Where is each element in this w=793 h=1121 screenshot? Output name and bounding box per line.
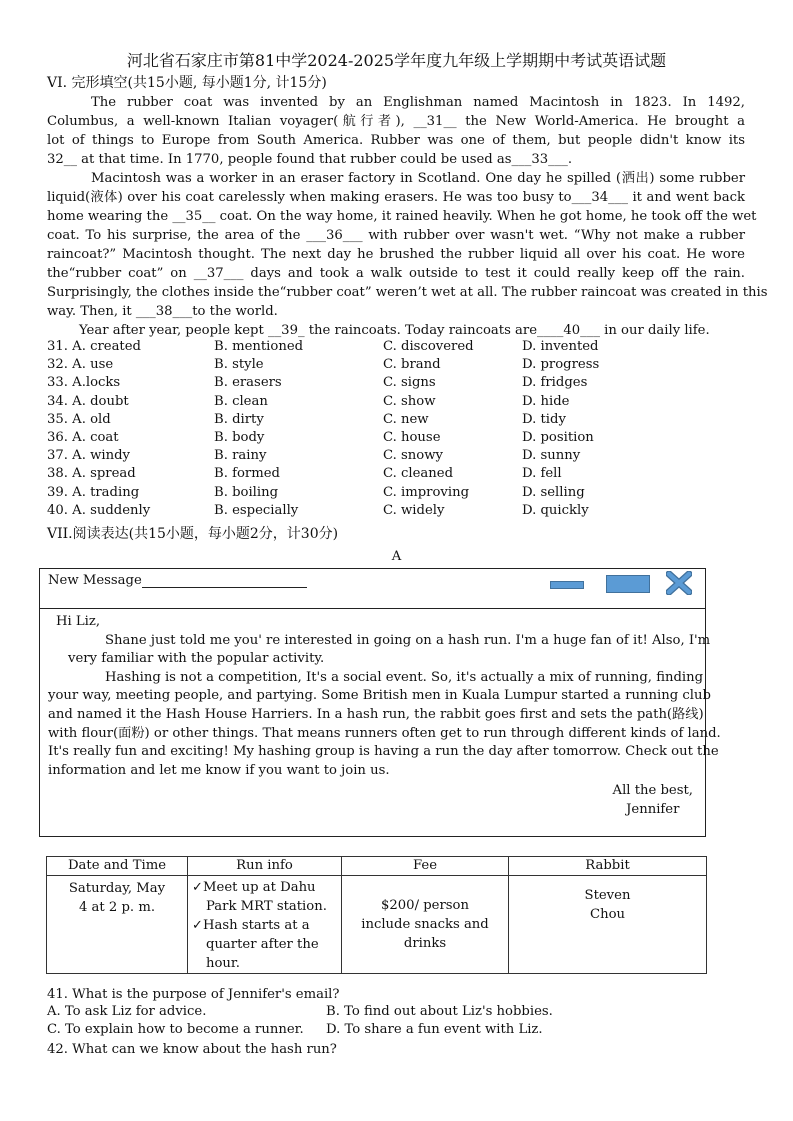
option-c[interactable]: C. new	[383, 411, 429, 427]
passage-line: the“rubber coat” on __37___ days and took a walk outside to test it could really keep off the rain.	[47, 266, 745, 281]
fee-line: include snacks and	[361, 917, 489, 932]
email-header	[40, 569, 705, 609]
part-label: A	[391, 549, 402, 564]
option-c[interactable]: C. widely	[383, 502, 445, 518]
option-b[interactable]: B. style	[214, 357, 264, 373]
email-line: Shane just told me you' re interested in going on a hash run. I'm a huge fan of it! Also, I'm	[105, 632, 711, 648]
run-info-item: ✓Meet up at Dahu Park MRT station.	[192, 880, 327, 914]
rabbit-line: Chou	[589, 907, 626, 922]
table-header: Fee	[342, 857, 509, 876]
option-a[interactable]: 33. A.locks	[47, 375, 121, 391]
minimize-icon[interactable]	[550, 581, 584, 589]
option-c[interactable]: C. show	[383, 393, 436, 409]
fee-line: drinks	[403, 936, 447, 951]
table-row	[47, 876, 707, 974]
run-info-cell	[188, 876, 342, 974]
option-a[interactable]: 36. A. coat	[47, 429, 119, 445]
question-option[interactable]: B. To find out about Liz's hobbies.	[326, 1004, 553, 1019]
email-signature: Jennifer	[626, 802, 680, 817]
passage-line: lot of things to Europe from South America. Rubber was one of them, but people didn't know its	[47, 133, 745, 148]
hash-run-table	[46, 856, 707, 974]
table-header: Run info	[188, 857, 342, 876]
table-header-row	[47, 857, 707, 876]
new-message-label: New Message	[48, 573, 142, 588]
option-row	[47, 393, 747, 411]
email-line: information and let me know if you want to join us.	[48, 762, 390, 778]
question-option[interactable]: C. To explain how to become a runner.	[47, 1022, 304, 1037]
option-a[interactable]: 38. A. spread	[47, 466, 136, 482]
passage-line: Macintosh was a worker in an eraser factory in Scotland. One day he spilled (洒出) some rubber	[91, 171, 745, 186]
passage-line: The rubber coat was invented by an Englishman named Macintosh in 1823. In 1492,	[91, 95, 745, 110]
close-icon[interactable]	[666, 571, 692, 595]
question-option[interactable]: D. To share a fun event with Liz.	[326, 1022, 543, 1037]
option-row	[47, 502, 747, 520]
cloze-options	[47, 338, 747, 520]
option-a[interactable]: 35. A. old	[47, 411, 111, 427]
option-row	[47, 338, 747, 356]
option-a[interactable]: 40. A. suddenly	[47, 502, 151, 518]
option-d[interactable]: D. position	[522, 429, 594, 445]
option-b[interactable]: B. dirty	[214, 411, 264, 427]
option-a[interactable]: 37. A. windy	[47, 448, 130, 464]
question-option[interactable]: A. To ask Liz for advice.	[47, 1004, 207, 1019]
maximize-icon[interactable]	[606, 575, 650, 593]
option-c[interactable]: C. cleaned	[383, 466, 454, 482]
passage-line: Columbus, a well-known Italian voyager(航行者), __31__ the New World-America. He brought a	[47, 114, 745, 129]
option-c[interactable]: C. improving	[383, 484, 470, 500]
option-b[interactable]: B. erasers	[214, 375, 282, 391]
option-d[interactable]: D. tidy	[522, 411, 566, 427]
email-closing: All the best,	[612, 783, 693, 798]
fee-line: $200/ person	[381, 898, 469, 913]
section-6-heading: VI. 完形填空(共15小题, 每小题1分, 计15分)	[47, 75, 327, 91]
option-b[interactable]: B. boiling	[214, 484, 279, 500]
option-row	[47, 356, 747, 374]
option-row	[47, 484, 747, 502]
email-line: your way, meeting people, and partying. Some British men in Kuala Lumpur started a running club	[48, 688, 711, 704]
table-header: Rabbit	[509, 857, 707, 876]
option-row	[47, 465, 747, 483]
rabbit-cell	[509, 876, 707, 974]
question-42: 42. What can we know about the hash run?	[47, 1042, 337, 1057]
passage-line: liquid(液体) over his coat carelessly when making erasers. He was too busy to___34___ it and went back	[47, 190, 745, 205]
option-c[interactable]: C. discovered	[383, 339, 474, 354]
option-d[interactable]: D. invented	[522, 339, 599, 354]
option-row	[47, 429, 747, 447]
option-a[interactable]: 39. A. trading	[47, 484, 140, 500]
email-line: with flour(面粉) or other things. That means runners often get to run through different kinds of land.	[48, 725, 721, 741]
email-line: It's really fun and exciting! My hashing group is having a run the day after tomorrow. Check out the	[48, 744, 719, 760]
date-line: Saturday, May	[68, 881, 166, 896]
email-signoff	[613, 781, 693, 819]
passage-line: Year after year, people kept __39_ the raincoats. Today raincoats are____40___ in our daily life.	[79, 323, 710, 338]
option-a[interactable]: 34. A. doubt	[47, 393, 129, 409]
option-b[interactable]: B. clean	[214, 393, 268, 409]
rabbit-line: Steven	[584, 888, 631, 903]
option-c[interactable]: C. brand	[383, 357, 441, 373]
option-row	[47, 411, 747, 429]
fee-cell	[342, 876, 509, 974]
date-cell	[47, 876, 188, 974]
option-b[interactable]: B. especially	[214, 502, 299, 518]
option-b[interactable]: B. rainy	[214, 448, 267, 464]
passage-line: Surprisingly, the clothes inside the“rubber coat” weren’t wet at all. The rubber raincoat was created in this	[47, 285, 768, 300]
option-row	[47, 447, 747, 465]
passage-line: 32__ at that time. In 1770, people found that rubber could be used as___33___.	[47, 152, 573, 167]
section-7-heading: VII.阅读表达(共15小题，每小题2分，计30分)	[47, 526, 339, 542]
email-greeting: Hi Liz,	[56, 614, 101, 629]
email-body	[48, 613, 721, 780]
subject-line[interactable]	[142, 574, 307, 588]
question-41: 41. What is the purpose of Jennifer's email?	[47, 987, 340, 1002]
option-b[interactable]: B. mentioned	[214, 339, 304, 354]
option-c[interactable]: C. signs	[383, 375, 436, 391]
option-d[interactable]: D. fell	[522, 466, 562, 482]
option-row	[47, 374, 747, 392]
passage-line: home wearing the __35__ coat. On the way home, it rained heavily. When he got home, he took off the wet	[47, 209, 757, 224]
email-window	[39, 568, 721, 837]
option-d[interactable]: D. hide	[522, 393, 570, 409]
option-a[interactable]: 31. A. created	[47, 339, 141, 354]
email-line: and named it the Hash House Harriers. In a hash run, the rabbit goes first and sets the path(路线)	[48, 706, 704, 722]
option-d[interactable]: D. selling	[522, 484, 585, 500]
page-title: 河北省石家庄市第81中学2024-2025学年度九年级上学期期中考试英语试题	[126, 51, 667, 70]
option-b[interactable]: B. body	[214, 429, 265, 445]
date-line: 4 at 2 p. m.	[78, 900, 156, 915]
cloze-passage	[47, 93, 768, 340]
passage-line: way. Then, it ___38___to the world.	[47, 304, 278, 319]
email-line: very familiar with the popular activity.	[68, 651, 325, 667]
passage-line: raincoat?” Macintosh thought. The next day he brushed the rubber liquid all over his coat. He wore	[47, 247, 745, 262]
table-header: Date and Time	[47, 857, 188, 876]
run-info-item: ✓Hash starts at a quarter after the hour.	[192, 918, 319, 971]
option-a[interactable]: 32. A. use	[47, 357, 114, 373]
option-c[interactable]: C. house	[383, 429, 441, 445]
option-d[interactable]: D. progress	[522, 357, 600, 373]
passage-line: coat. To his surprise, the area of the ___36___ with rubber over wasn't wet. “Why not make a rubber	[47, 228, 745, 243]
option-c[interactable]: C. snowy	[383, 448, 443, 464]
email-subject-label	[48, 573, 307, 588]
option-d[interactable]: D. sunny	[522, 448, 581, 464]
option-d[interactable]: D. fridges	[522, 375, 588, 391]
email-line: Hashing is not a competition, It's a social event. So, it's actually a mix of running, finding	[105, 669, 704, 685]
option-b[interactable]: B. formed	[214, 466, 280, 482]
option-d[interactable]: D. quickly	[522, 502, 589, 518]
